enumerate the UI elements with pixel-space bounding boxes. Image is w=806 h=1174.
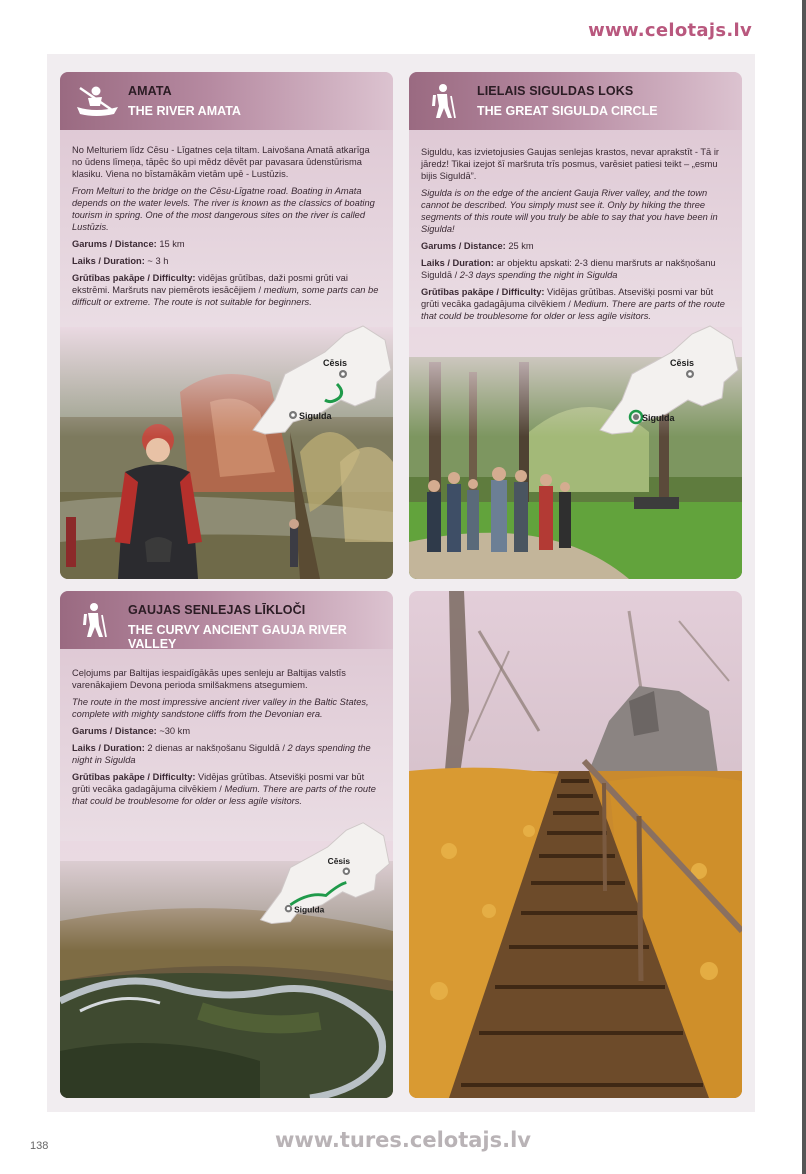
difficulty-row	[421, 286, 730, 322]
distance-row	[421, 240, 730, 252]
description-en: The route in the most impressive ancient river valley in the Baltic States, complete with mighty sandstone cliffs from the Devonian era.	[72, 697, 369, 719]
duration-value: ~ 3 h	[144, 256, 169, 266]
route-card-gauja	[60, 591, 393, 1098]
map-label-cesis: Cēsis	[327, 855, 351, 866]
header-website-url[interactable]: www.celotajs.lv	[588, 20, 752, 41]
difficulty-row	[72, 771, 381, 807]
autumn-stairs-photo-card	[409, 591, 742, 1098]
route-map	[245, 322, 393, 442]
card-description	[72, 144, 381, 313]
difficulty-value-lv: vidējas grūtības, daži posmi grūti vai ekstrēmi. Maršruts nav piemērots iesācējiem /	[72, 273, 348, 295]
distance-value: 25 km	[505, 241, 534, 251]
card-title-lv: LIELAIS SIGULDAS LOKS	[477, 84, 634, 98]
difficulty-label: Grūtības pakāpe / Difficulty:	[72, 772, 196, 782]
card-title-lv: GAUJAS SENLEJAS LĪKLOČI	[128, 603, 306, 617]
distance-label: Garums / Distance:	[421, 241, 506, 251]
description-lv: Siguldu, kas izvietojusies Gaujas senlejas krastos, nevar aprakstīt - Tā ir jāredz! Tikai izejot šī maršruta trīs posmus, varēsiet patiesi teikt – „esmu bijis Siguldā”.	[421, 147, 719, 181]
duration-value-en: 2 days spending the night in Sigulda	[72, 743, 371, 765]
difficulty-value-en: Medium. There are parts of the route that could be troublesome for older or less agile visitors.	[421, 299, 725, 321]
card-title-en: THE CURVY ANCIENT GAUJA RIVER VALLEY	[128, 623, 347, 651]
duration-row	[421, 257, 730, 281]
page-number: 138	[30, 1140, 49, 1152]
difficulty-row	[72, 272, 381, 308]
card-title-lv: AMATA	[128, 84, 172, 98]
map-label-sigulda: Sigulda	[299, 411, 332, 421]
card-title-en: THE RIVER AMATA	[128, 104, 241, 118]
map-label-sigulda: Sigulda	[642, 413, 675, 423]
card-header	[60, 591, 393, 649]
card-description	[72, 667, 381, 812]
map-label-cesis: Cēsis	[323, 358, 348, 368]
distance-value: 15 km	[156, 239, 185, 249]
difficulty-label: Grūtības pakāpe / Difficulty:	[421, 287, 545, 297]
duration-row	[72, 742, 381, 766]
route-card-amata	[60, 72, 393, 579]
page-edge-divider	[802, 0, 806, 1174]
difficulty-value-lv: Vidējas grūtības. Atsevišķi posmi var būt grūti vecāka gadagājuma cilvēkiem /	[421, 287, 714, 309]
duration-label: Laiks / Duration:	[421, 258, 494, 268]
card-title-en: THE GREAT SIGULDA CIRCLE	[477, 104, 658, 118]
footer-website-url[interactable]: www.tures.celotajs.lv	[275, 1128, 531, 1152]
distance-label: Garums / Distance:	[72, 726, 157, 736]
route-card-sigulda	[409, 72, 742, 579]
hiker-icon	[74, 601, 120, 639]
difficulty-value-en: medium, some parts can be difficult or extreme. The route is not suitable for beginners.	[72, 285, 379, 307]
description-en: Sigulda is on the edge of the ancient Gauja River valley, and the town cannot be described. You simply must see it. Only by hiking the three segments of this route will you truly be able to say that you have been in Sigulda!	[421, 188, 718, 234]
distance-label: Garums / Distance:	[72, 239, 157, 249]
hiker-icon	[423, 82, 469, 120]
card-header	[60, 72, 393, 130]
duration-value-lv: 2 dienas ar nakšņošanu Siguldā /	[144, 743, 288, 753]
card-header	[409, 72, 742, 130]
description-lv: Ceļojums par Baltijas iespaidīgākās upes senleju ar Baltijas valstīs varenākajiem Devona perioda smilšakmens atsegumiem.	[72, 668, 346, 690]
duration-label: Laiks / Duration:	[72, 256, 145, 266]
distance-row	[72, 238, 381, 250]
description-en: From Melturi to the bridge on the Cēsu-Līgatne road. Boating in Amata depends on the water levels. The river is known as the classics of boating tourism in spring. One of the most dangerous sites on the river is called Lustūzis.	[72, 186, 375, 232]
autumn-stairs-photo	[409, 591, 742, 1098]
route-map	[253, 815, 393, 935]
distance-value: ~30 km	[156, 726, 191, 736]
canoe-icon	[74, 82, 120, 120]
difficulty-value-lv: Vidējas grūtības. Atsevišķi posmi var būt grūti vecāka gadagājuma cilvēkiem /	[72, 772, 365, 794]
distance-row	[72, 725, 381, 737]
duration-value-en: 2-3 days spending the night in Sigulda	[459, 270, 618, 280]
description-lv: No Melturiem līdz Cēsu - Līgatnes ceļa tiltam. Laivošana Amatā atkarīga no ūdens līmeņa, tāpēc šo upi mēdz dēvēt par pavasara ūdenstūrisma klasiku. Viena no bīstamākām vietām upē - Lustūzis.	[72, 145, 370, 179]
difficulty-value-en: Medium. There are parts of the route that could be troublesome for older or less agile visitors.	[72, 784, 376, 806]
duration-label: Laiks / Duration:	[72, 743, 145, 753]
duration-value-lv: ar objektu apskati: 2-3 dienu maršruts ar nakšņošanu Siguldā /	[421, 258, 716, 280]
map-label-cesis: Cēsis	[670, 358, 695, 368]
duration-row	[72, 255, 381, 267]
map-label-sigulda: Sigulda	[294, 904, 325, 915]
route-map	[592, 322, 742, 442]
card-description	[421, 146, 730, 327]
difficulty-label: Grūtības pakāpe / Difficulty:	[72, 273, 196, 283]
